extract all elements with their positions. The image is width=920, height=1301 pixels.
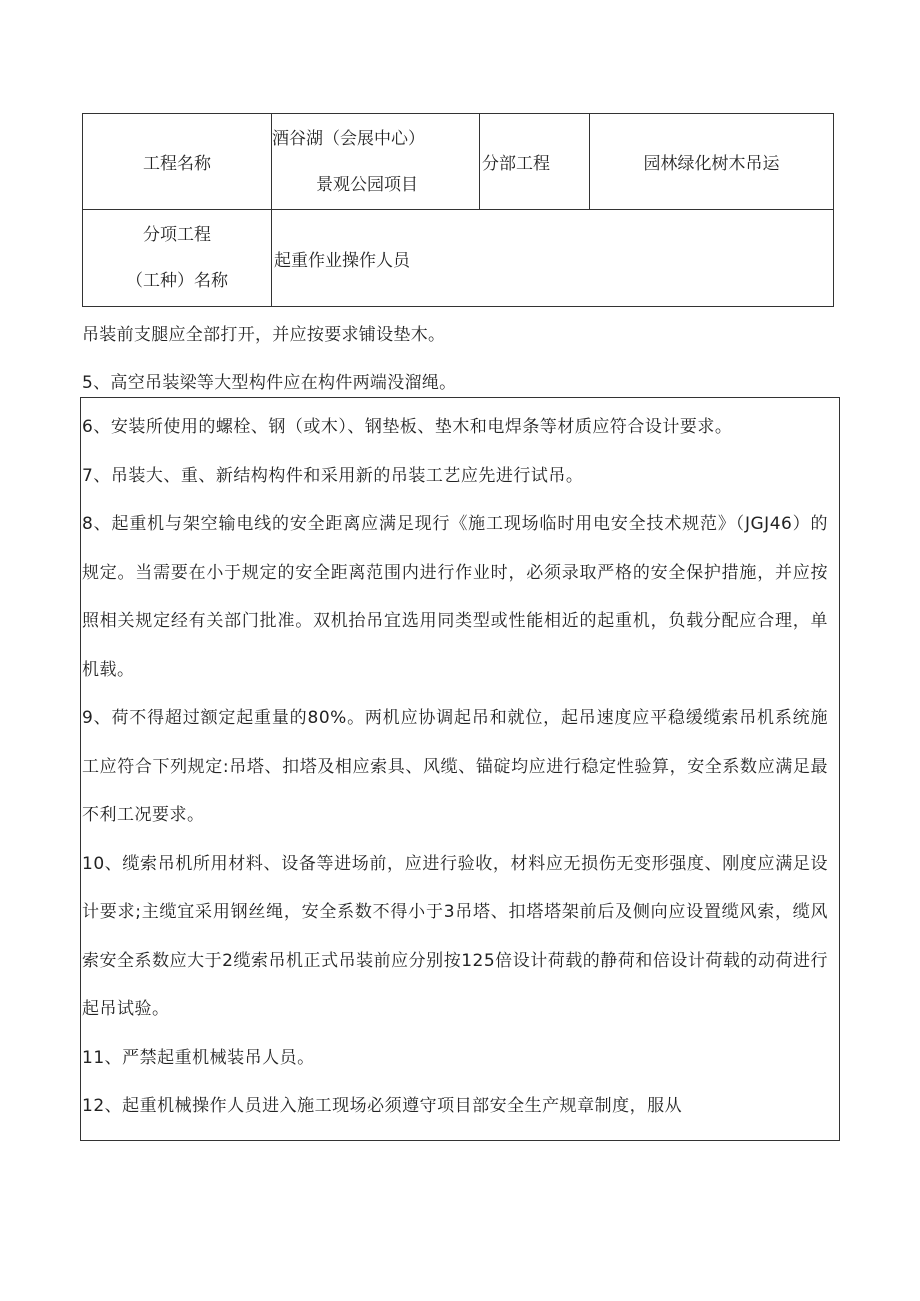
subitem-value: 起重作业操作人员 [272,210,834,307]
division-value: 园林绿化树木吊运 [590,114,834,210]
paragraph-item-10: 10、缆索吊机所用材料、设备等进场前，应进行验收，材料应无损伤无变形强度、刚度应满足设计要求;主缆宜采用钢丝绳，安全系数不得小于3吊塔、扣塔塔架前后及侧向应设置缆风索，缆风索安全系数应大于2缆索吊机正式吊装前应分别按125倍设计荷载的静荷和倍设计荷载的动荷进行起吊试验。 [82,853,828,1019]
paragraph-item-9: 9、荷不得超过额定起重量的80%。两机应协调起吊和就位，起吊速度应平稳缓缆索吊机系统施工应符合下列规定:吊塔、扣塔及相应索具、风缆、锚碇均应进行稳定性验算，安全系数应满足最不利工况要求。 [82,708,828,825]
subitem-label-line-2: （工种）名称 [126,271,228,291]
paragraph-item-11: 11、严禁起重机械装吊人员。 [82,1047,315,1068]
content-body [82,403,828,1131]
project-name-value [272,114,480,210]
subitem-label [83,210,272,307]
paragraph-item-6: 6、安装所使用的螺栓、钢（或木）、钢垫板、垫木和电焊条等材质应符合设计要求。 [82,417,733,437]
table-row [83,114,834,210]
paragraph-item-12: 12、起重机械操作人员进入施工现场必须遵守项目部安全生产规章制度，服从 [82,1096,683,1116]
table-row [83,210,834,307]
pre-line-2: 5、高空吊装梁等大型构件应在构件两端没溜绳。 [82,373,457,393]
project-name-line-1: 酒谷湖（会展中心） [272,128,425,149]
subitem-label-line-1: 分项工程 [143,225,211,245]
division-label: 分部工程 [480,114,590,210]
project-info-table [82,113,834,307]
paragraph-item-7: 7、吊装大、重、新结构构件和采用新的吊装工艺应先进行试吊。 [82,465,584,486]
pre-line-1: 吊装前支腿应全部打开，并应按要求铺设垫木。 [82,325,446,345]
project-name-line-2: 景观公园项目 [316,174,418,195]
paragraph-item-8: 8、起重机与架空输电线的安全距离应满足现行《施工现场临时用电安全技术规范》（JGJ46）的规定。当需要在小于规定的安全距离范围内进行作业时，必须录取严格的安全保护措施，并应按照相关规定经有关部门批准。双机抬吊宜选用同类型或性能相近的起重机，负载分配应合理，单机载。 [82,514,828,680]
project-name-label: 工程名称 [83,114,272,210]
